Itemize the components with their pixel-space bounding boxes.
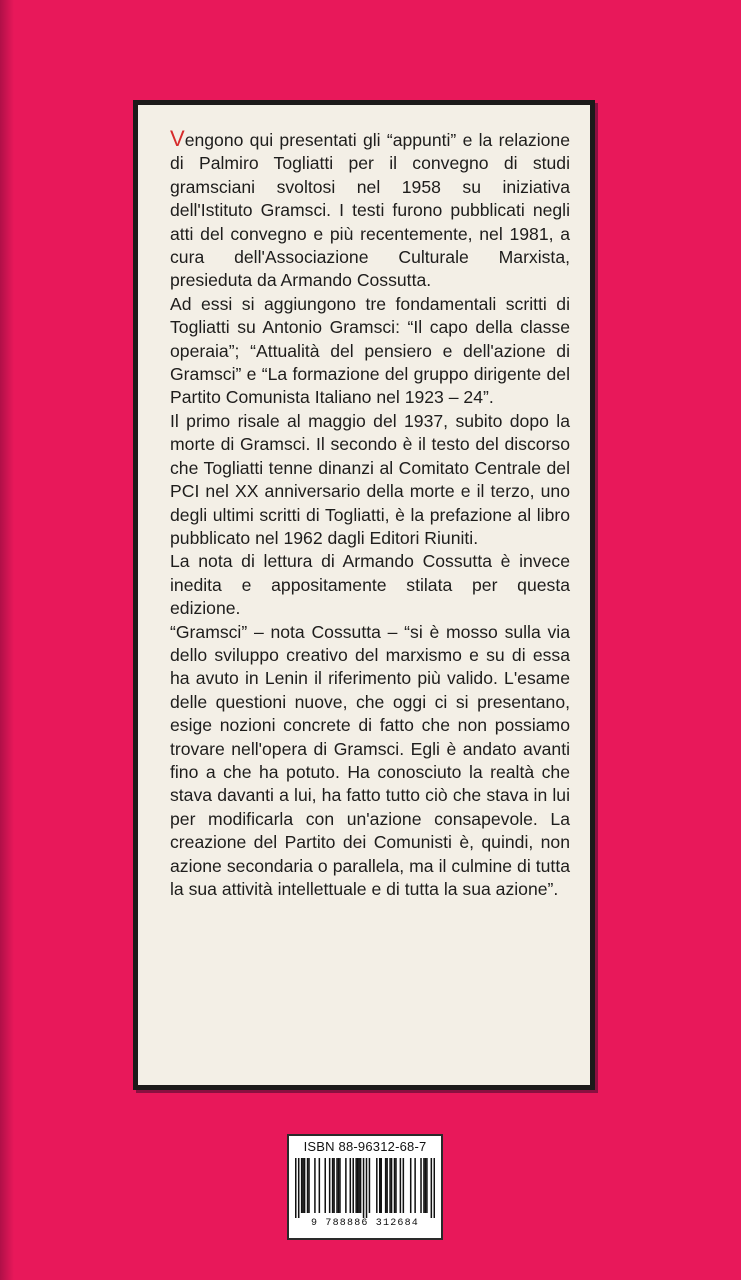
barcode-bar: [395, 1158, 397, 1213]
barcode-bar: [333, 1158, 335, 1213]
barcode-sticker: [287, 1134, 443, 1240]
barcode-bar: [391, 1158, 393, 1213]
barcode-bar: [363, 1158, 365, 1218]
barcode-bar: [307, 1158, 309, 1213]
barcode-bar: [385, 1158, 387, 1213]
barcode-bar: [329, 1158, 331, 1213]
barcode-bar: [380, 1158, 382, 1213]
barcode-bar: [352, 1158, 354, 1213]
blurb-paragraph-1-text: engono qui presentati gli “appunti” e la relazione di Palmiro Togliatti per il convegno di studi gramsciani svoltosi nel 1958 su iniziativa dell'Istituto Gramsci. I testi furono pubblicati negli atti del convegno e più recentemente, nel 1981, a cura dell'Associazione Culturale Marxista, presieduta da Armando Cossutta.: [170, 130, 570, 291]
barcode-bar: [403, 1158, 405, 1213]
barcode-bar: [336, 1158, 338, 1213]
barcode-bar: [420, 1158, 422, 1213]
barcode-bar: [295, 1158, 297, 1218]
barcode-bar: [338, 1158, 340, 1213]
spine-edge: [0, 0, 14, 1280]
barcode-bar: [332, 1158, 334, 1213]
barcode-bar: [314, 1158, 316, 1213]
drop-cap: V: [170, 126, 185, 151]
barcode-bar: [379, 1158, 381, 1213]
barcode-bar: [319, 1158, 321, 1213]
barcode-bar: [304, 1158, 306, 1213]
barcode-bar: [339, 1158, 341, 1213]
barcode-bar: [324, 1158, 326, 1213]
barcode-bar: [425, 1158, 427, 1213]
barcode-bar: [366, 1158, 368, 1218]
blurb-paragraph-1: [170, 127, 570, 293]
barcode-icon: [295, 1158, 435, 1218]
barcode-bar: [376, 1158, 378, 1213]
barcode-bar: [414, 1158, 416, 1213]
barcode-bar: [426, 1158, 428, 1213]
barcode-bar: [302, 1158, 304, 1213]
barcode-bar: [301, 1158, 303, 1213]
barcode-bar: [369, 1158, 371, 1213]
blurb-panel: [133, 100, 595, 1090]
barcode-bar: [308, 1158, 310, 1213]
isbn-label: ISBN 88-96312-68-7: [303, 1139, 427, 1154]
barcode-bar: [423, 1158, 425, 1213]
barcode-bar: [386, 1158, 388, 1213]
barcode-bar: [434, 1158, 435, 1218]
barcode-bar: [400, 1158, 402, 1213]
barcode-bar: [355, 1158, 357, 1213]
barcode-bar: [394, 1158, 396, 1213]
blurb-paragraph-2: Ad essi si aggiungono tre fondamentali scritti di Togliatti su Antonio Gramsci: “Il capo della classe operaia”; “Attualità del pensiero e dell'azione di Gramsci” e “La formazione del gruppo dirigente del Partito Comunista Italiano nel 1923 – 24”.: [170, 293, 570, 408]
barcode-bar: [358, 1158, 360, 1213]
barcode-bar: [410, 1158, 412, 1213]
ean-number: 9 788886 312684: [310, 1218, 419, 1229]
barcode-bar: [389, 1158, 391, 1213]
barcode-bar: [350, 1158, 352, 1213]
barcode-bar: [298, 1158, 300, 1218]
blurb-paragraph-3: Il primo risale al maggio del 1937, subito dopo la morte di Gramsci. Il secondo è il testo del discorso che Togliatti tenne dinanzi al Comitato Centrale del PCI nel XX anniversario della morte e il terzo, uno degli ultimi scritti di Togliatti, è la prefazione al libro pubblicato nel 1962 dagli Editori Riuniti.: [170, 410, 570, 548]
blurb-paragraph-5: “Gramsci” – nota Cossutta – “si è mosso sulla via dello sviluppo creativo del marxismo e su di essa ha avuto in Lenin il riferimento più valido. L'esame delle questioni nuove, che oggi ci si presentano, esige nozioni concrete di fatto che non possiamo trovare nell'opera di Gramsci. Egli è andato avanti fino a che ha potuto. Ha conosciuto la realtà che stava davanti a lui, ha fatto tutto ciò che stava in lui per modificarla con un'azione consapevole. La creazione del Partito dei Comunisti è, quindi, non azione secondaria o parallela, ma il culmine di tutta la sua attività intellettuale e di tutta la sua azione”.: [170, 621, 570, 899]
barcode-bar: [431, 1158, 433, 1218]
barcode-bar: [360, 1158, 362, 1213]
barcode-bar: [345, 1158, 347, 1213]
barcode-bar: [357, 1158, 359, 1213]
blurb-paragraph-4: La nota di lettura di Armando Cossutta è invece inedita e appositamente stilata per questa edizione.: [170, 551, 570, 619]
